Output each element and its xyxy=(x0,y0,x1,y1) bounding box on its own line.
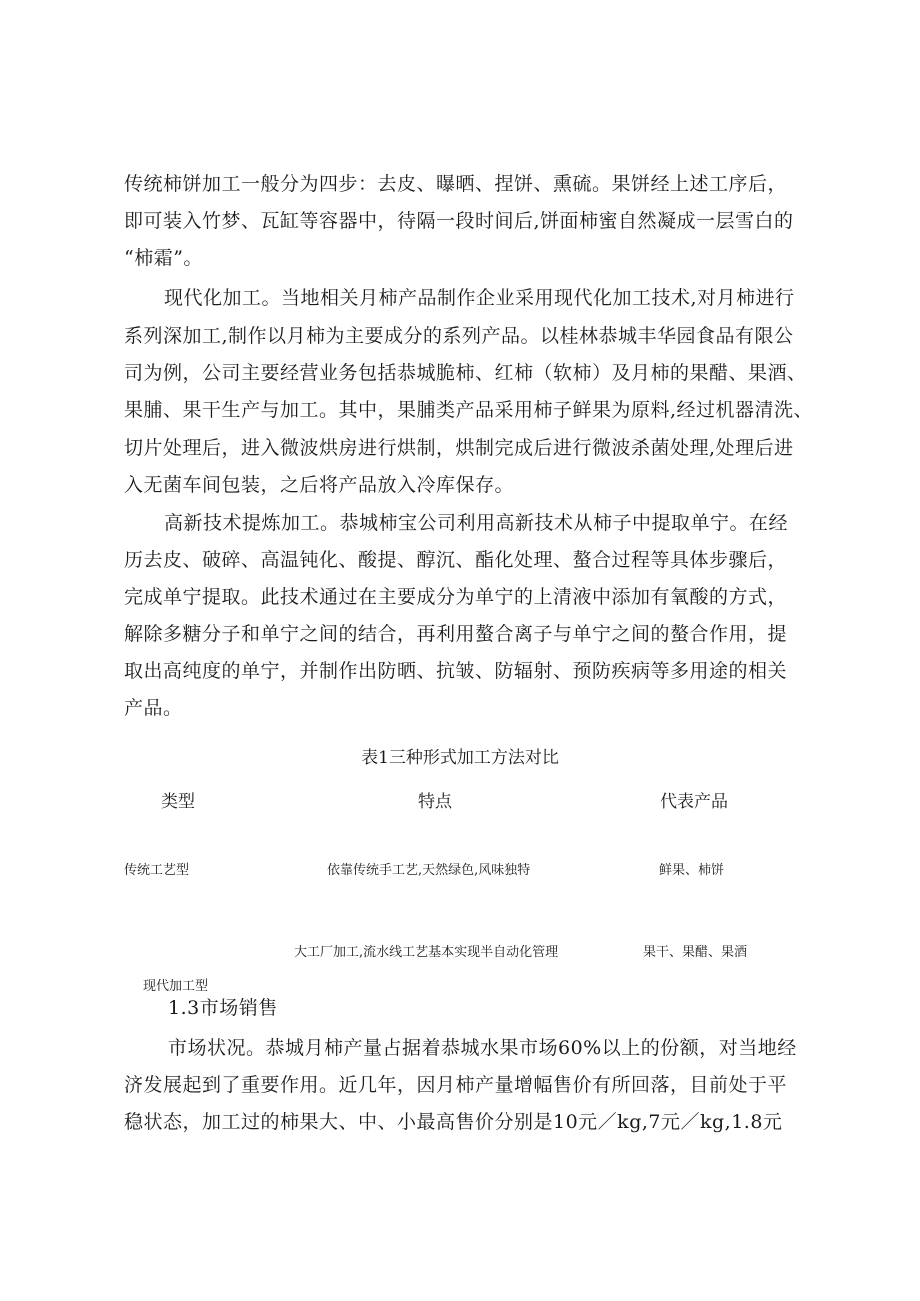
section-heading: 1.3市场销售 xyxy=(168,997,278,1019)
table-cell-feature: 大工厂加工,流水线工艺基本实现半自动化管理 xyxy=(294,945,559,960)
paragraph-modern-line-3: 司为例，公司主要经营业务包括恭城脆柿、红柿（软柿）及月柿的果醋、果酒、 xyxy=(124,362,807,384)
paragraph-modern-line-4: 果脯、果干生产与加工。其中，果脯类产品采用柿子鲜果为原料,经过机器清洗、 xyxy=(124,399,814,421)
table-cell-products: 鲜果、柿饼 xyxy=(659,863,725,878)
table-cell-feature: 依靠传统手工艺,天然绿色,风味独特 xyxy=(327,863,531,878)
paragraph-hightech-line-2: 历去皮、破碎、高温钝化、酸提、醇沉、酯化处理、螯合过程等具体步骤后， xyxy=(124,549,788,571)
paragraph-modern-line-1: 现代化加工。当地相关月柿产品制作企业采用现代化加工技术,对月柿进行 xyxy=(164,287,795,309)
section-line-2: 济发展起到了重要作用。近几年，因月柿产量增幅售价有所回落，目前处于平 xyxy=(124,1074,788,1096)
paragraph-hightech-line-6: 产品。 xyxy=(124,697,183,719)
section-line-3: 稳状态，加工过的柿果大、中、小最高售价分别是10元／kg,7元／kg,1.8元 xyxy=(124,1111,783,1133)
paragraph-hightech-line-1: 高新技术提炼加工。恭城柿宝公司利用高新技术从柿子中提取单宁。在经 xyxy=(164,512,789,534)
paragraph-modern-line-2: 系列深加工,制作以月柿为主要成分的系列产品。以桂林恭城丰华园食品有限公 xyxy=(124,325,794,347)
table-cell-products: 果干、果醋、果酒 xyxy=(643,945,748,960)
section-line-1: 市场状况。恭城月柿产量占据着恭城水果市场60%以上的份额，对当地经 xyxy=(168,1037,797,1059)
paragraph-modern-line-5: 切片处理后，进入微波烘房进行烘制，烘制完成后进行微波杀菌处理,处理后进 xyxy=(124,437,794,459)
table-header-feature: 特点 xyxy=(418,792,452,812)
table-header-products: 代表产品 xyxy=(660,792,728,812)
paragraph-hightech-line-5: 取出高纯度的单宁，并制作出防晒、抗皱、防辐射、预防疾病等多用途的相关 xyxy=(124,660,788,682)
paragraph-traditional-line-3: “柿霜”。 xyxy=(124,247,203,269)
table-cell-type: 现代加工型 xyxy=(143,979,209,994)
table-header-type: 类型 xyxy=(161,792,195,812)
paragraph-modern-line-6: 入无菌车间包装，之后将产品放入冷库保存。 xyxy=(124,474,515,496)
paragraph-traditional-line-2: 即可装入竹梦、瓦缸等容器中，待隔一段时间后,饼面柿蜜自然凝成一层雪白的 xyxy=(124,210,794,232)
table-caption: 表1三种形式加工方法对比 xyxy=(361,748,559,768)
paragraph-traditional-line-1: 传统柿饼加工一般分为四步：去皮、曝晒、捏饼、熏硫。果饼经上述工序后， xyxy=(124,173,788,195)
paragraph-hightech-line-3: 完成单宁提取。此技术通过在主要成分为单宁的上清液中添加有氧酸的方式， xyxy=(124,586,788,608)
paragraph-hightech-line-4: 解除多糖分子和单宁之间的结合，再利用螯合离子与单宁之间的螯合作用，提 xyxy=(124,623,788,645)
table-cell-type: 传统工艺型 xyxy=(124,863,190,878)
